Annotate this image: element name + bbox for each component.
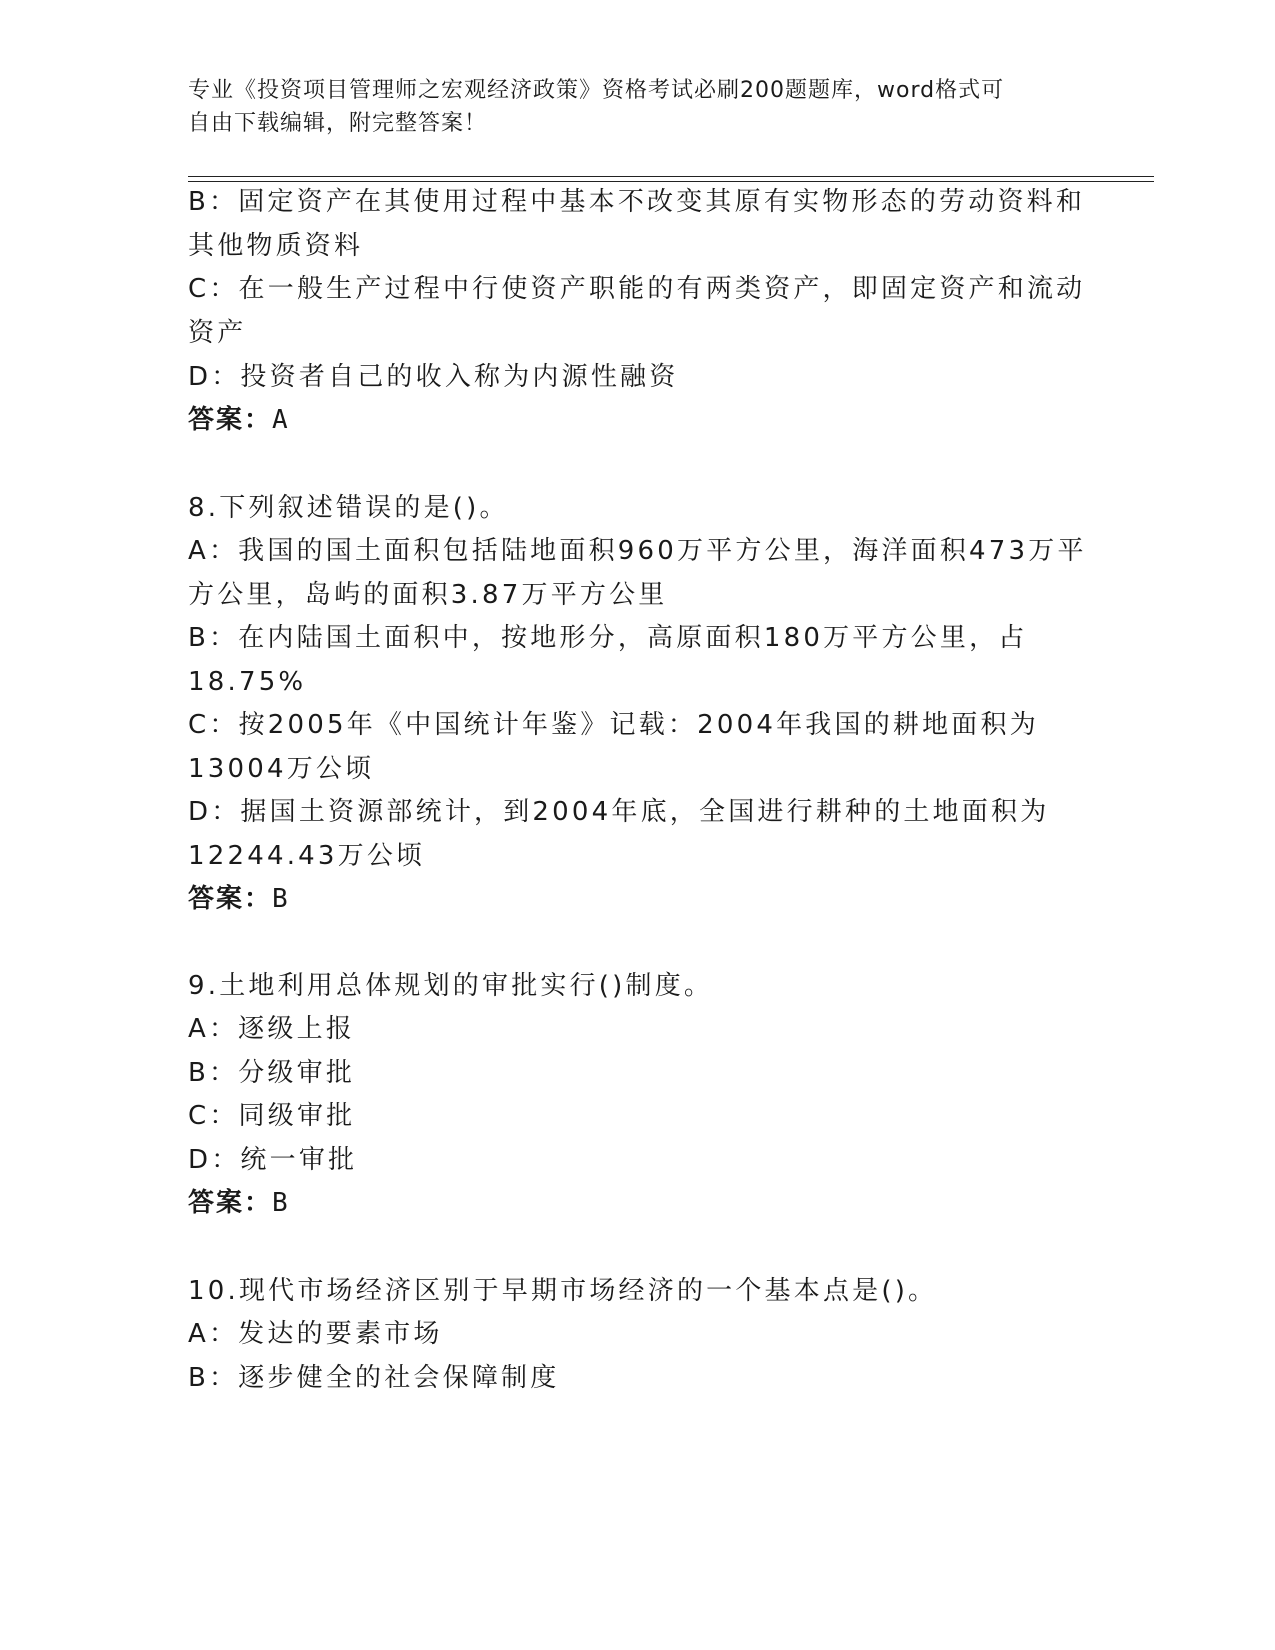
header-line-2: 自由下载编辑，附完整答案！ bbox=[188, 111, 488, 136]
q8-option-c-line-2: 13004万公顷 bbox=[188, 754, 375, 784]
q8-answer-label: 答案： bbox=[188, 884, 273, 914]
q7-answer-value: A bbox=[272, 405, 290, 435]
q9-option-b: B：分级审批 bbox=[188, 1058, 356, 1088]
q9-answer-label: 答案： bbox=[188, 1188, 273, 1218]
q9-option-c: C：同级审批 bbox=[188, 1101, 356, 1131]
q9-answer bbox=[188, 1183, 290, 1223]
q9-option-a: A：逐级上报 bbox=[188, 1014, 355, 1044]
q8-answer-value: B bbox=[272, 884, 290, 914]
q8-option-b-line-2: 18.75% bbox=[188, 667, 307, 697]
q7-option-d-line-1: D：投资者自己的收入称为内源性融资 bbox=[188, 362, 679, 392]
q8-option-b-line-1: B：在内陆国土面积中，按地形分，高原面积180万平方公里，占 bbox=[188, 623, 1028, 653]
header-line-1: 专业《投资项目管理师之宏观经济政策》资格考试必刷200题题库，word格式可 bbox=[188, 78, 1005, 103]
q7-option-c-line-1: C：在一般生产过程中行使资产职能的有两类资产，即固定资产和流动 bbox=[188, 274, 1086, 304]
q10-option-a: A：发达的要素市场 bbox=[188, 1319, 443, 1349]
q8-stem: 8.下列叙述错误的是()。 bbox=[188, 493, 509, 523]
header-divider-top bbox=[188, 176, 1154, 177]
document-header bbox=[188, 74, 1068, 140]
q8-answer bbox=[188, 879, 290, 919]
q8-option-c-line-1: C：按2005年《中国统计年鉴》记载：2004年我国的耕地面积为 bbox=[188, 710, 1039, 740]
q8-option-a-line-2: 方公里，岛屿的面积3.87万平方公里 bbox=[188, 580, 668, 610]
q9-answer-value: B bbox=[272, 1188, 290, 1218]
q9-stem: 9.土地利用总体规划的审批实行()制度。 bbox=[188, 971, 714, 1001]
q7-answer bbox=[188, 400, 290, 440]
q9-option-d: D：统一审批 bbox=[188, 1145, 358, 1175]
q7-option-c-line-2: 资产 bbox=[188, 318, 247, 348]
q10-stem: 10.现代市场经济区别于早期市场经济的一个基本点是()。 bbox=[188, 1276, 938, 1306]
q7-option-b-line-2: 其他物质资料 bbox=[188, 231, 364, 261]
q8-option-d-line-2: 12244.43万公顷 bbox=[188, 841, 426, 871]
q8-option-a-line-1: A：我国的国土面积包括陆地面积960万平方公里，海洋面积473万平 bbox=[188, 536, 1087, 566]
q7-answer-label: 答案： bbox=[188, 405, 273, 435]
q7-option-b-line-1: B：固定资产在其使用过程中基本不改变其原有实物形态的劳动资料和 bbox=[188, 187, 1086, 217]
q10-option-b: B：逐步健全的社会保障制度 bbox=[188, 1363, 560, 1393]
q8-option-d-line-1: D：据国土资源部统计，到2004年底，全国进行耕种的土地面积为 bbox=[188, 797, 1050, 827]
